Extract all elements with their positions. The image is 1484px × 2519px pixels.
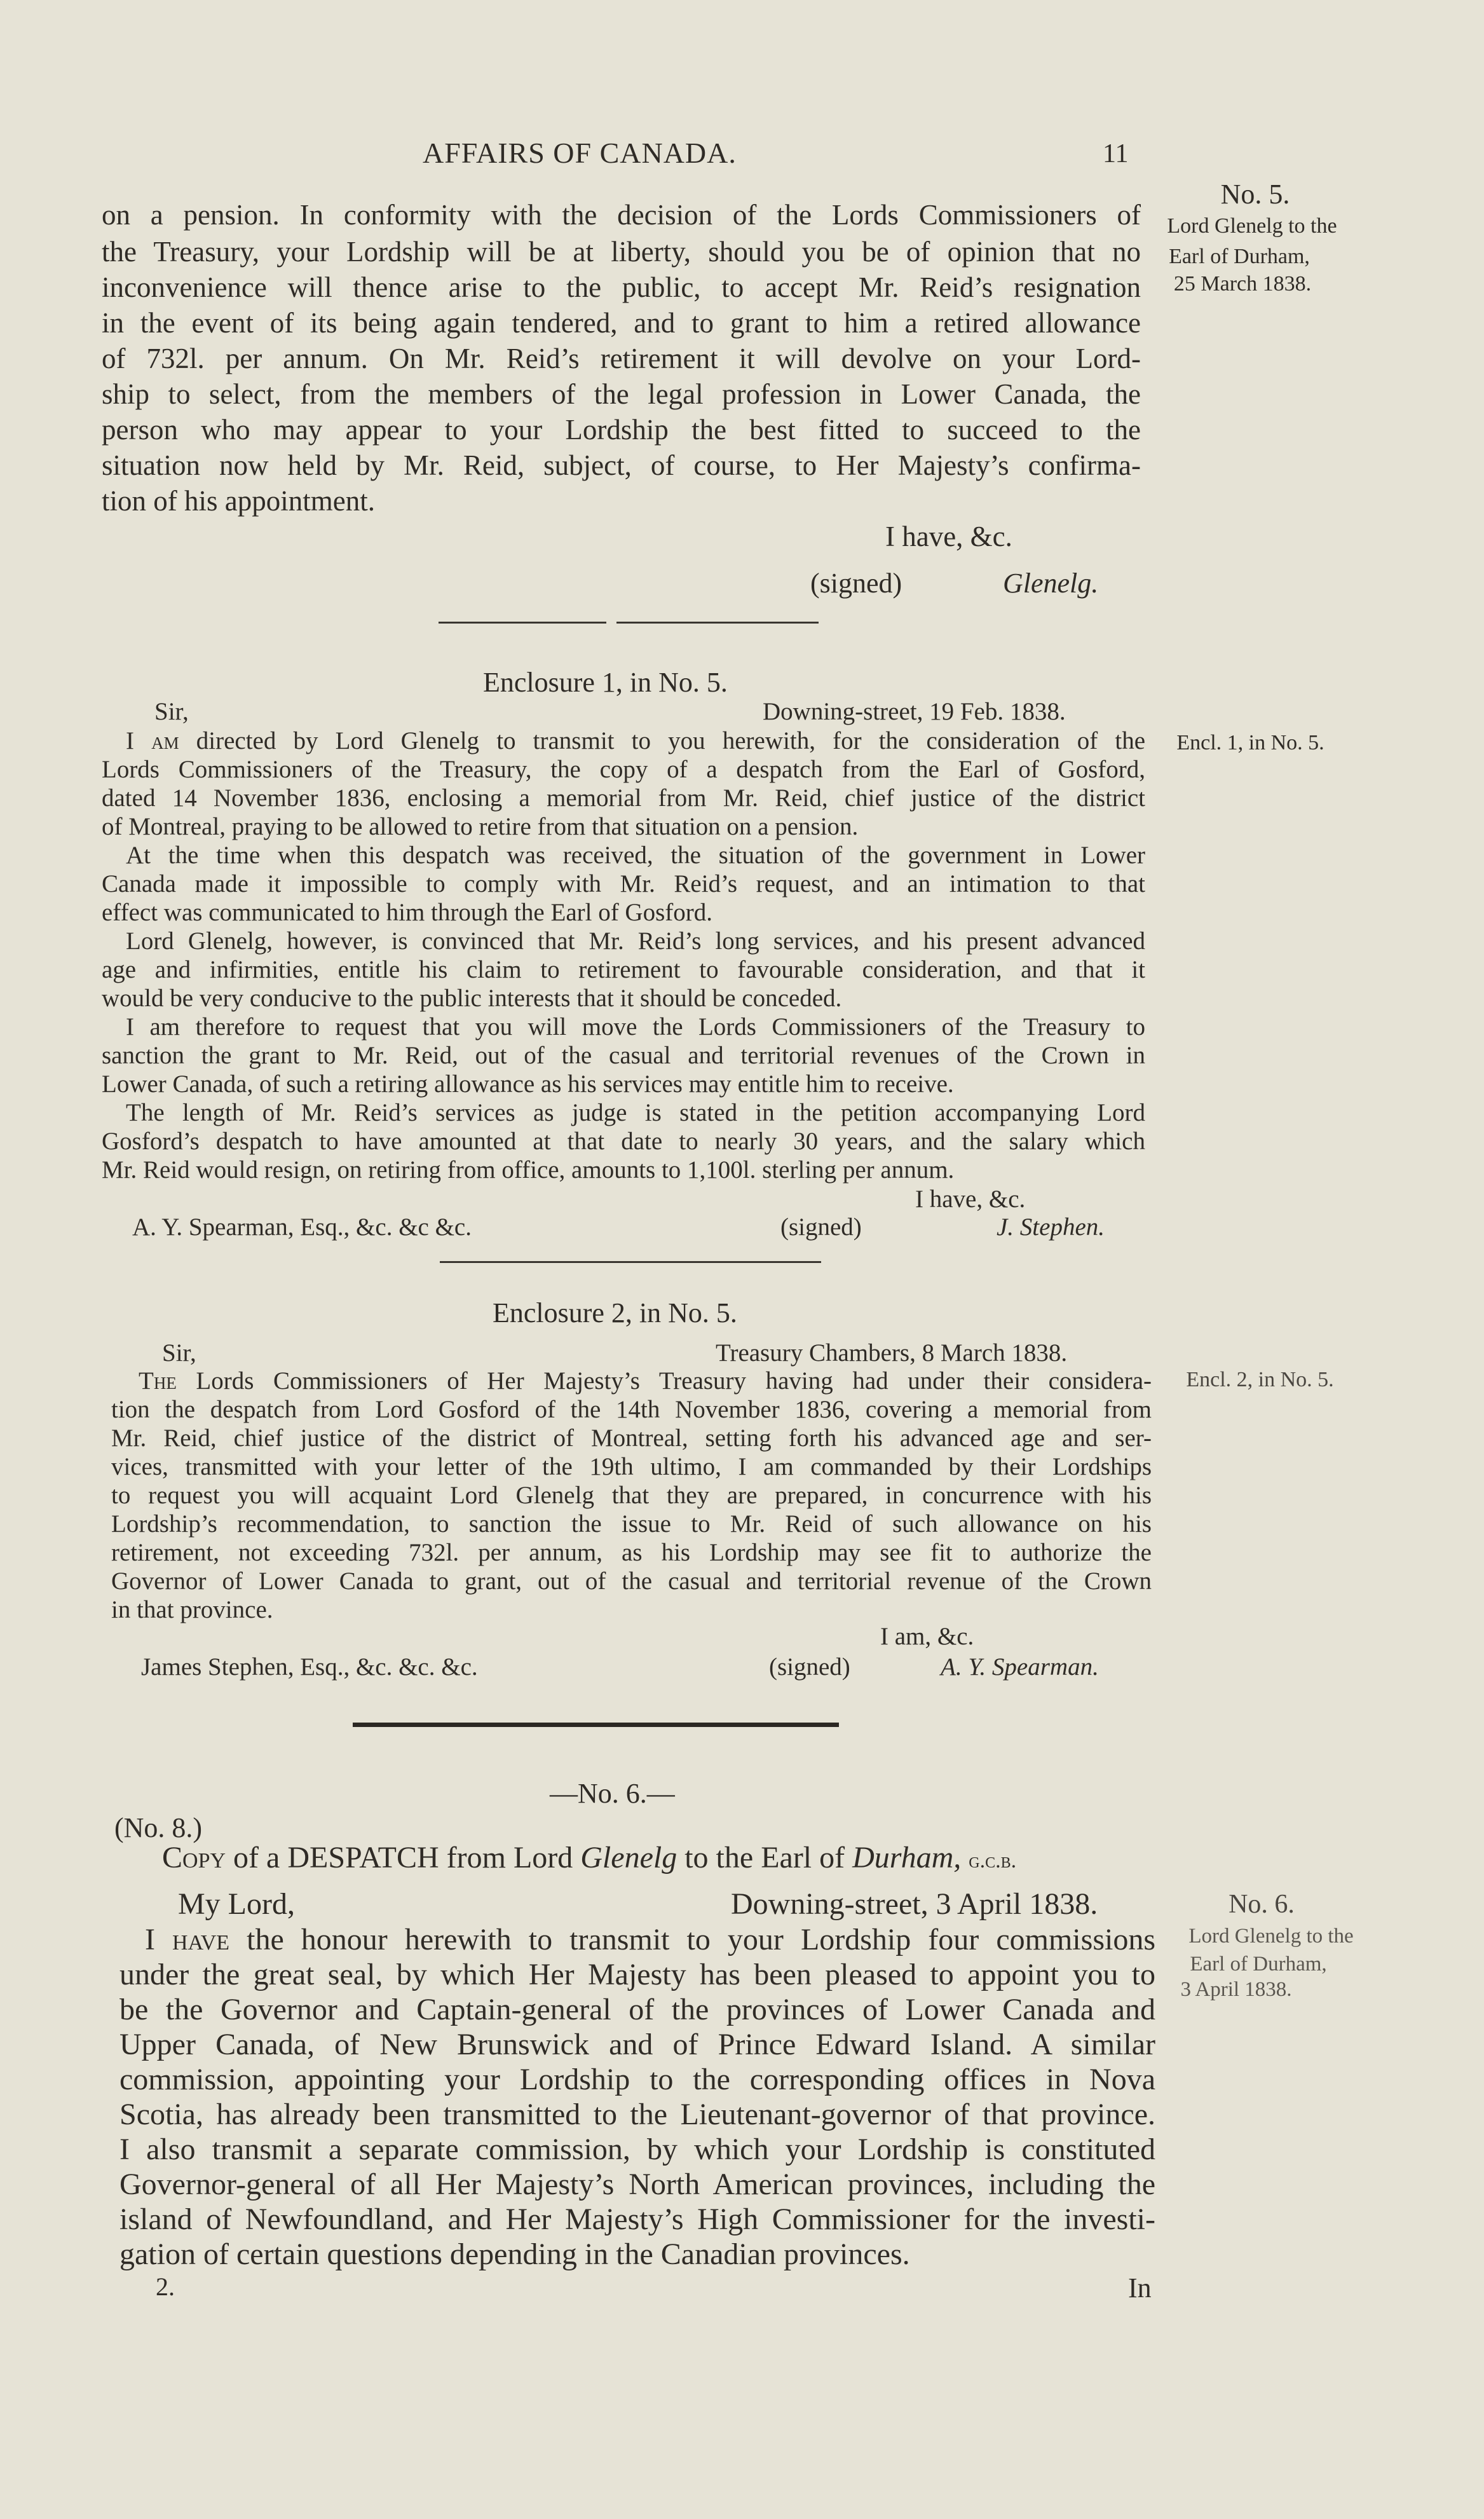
drop-word: I am	[126, 727, 179, 754]
margin-note-line: Lord Glenelg to the	[1188, 1925, 1354, 1948]
text-line: to request you will acquaint Lord Glenelg that they are prepared, in concurrence with his	[111, 1482, 1152, 1509]
text-line: person who may appear to your Lordship the best fitted to succeed to the	[102, 414, 1141, 446]
margin-note-number: No. 6.	[1229, 1890, 1295, 1919]
closing: I am, &c.	[880, 1623, 974, 1650]
text-line: Gosford’s despatch to have amounted at that date to nearly 30 years, and the salary which	[102, 1128, 1145, 1155]
first-line-text: the honour herewith to transmit to your Lordship four commissions	[247, 1923, 1156, 1956]
salutation: Sir,	[162, 1339, 196, 1367]
text-line: Lords Commissioners of the Treasury, the copy of a despatch from the Earl of Gosford,	[102, 756, 1145, 783]
text-line: in that province.	[111, 1596, 273, 1623]
text-line: tion of his appointment.	[102, 485, 375, 517]
text-line: Scotia, has already been transmitted to the Lieutenant-governor of that province.	[119, 2098, 1155, 2131]
section-divider	[439, 622, 606, 624]
text-line: of 732l. per annum. On Mr. Reid’s retirement it will devolve on your Lord-	[102, 343, 1141, 374]
running-title: AFFAIRS OF CANADA.	[423, 137, 737, 169]
text-line: ship to select, from the members of the legal profession in Lower Canada, the	[102, 378, 1141, 410]
title-text: to the Earl of	[684, 1841, 845, 1874]
text-line: retirement, not exceeding 732l. per annum, as his Lordship may see fit to authorize the	[111, 1539, 1152, 1566]
despatch-heading: —No. 6.—	[550, 1778, 675, 1809]
first-line-text: directed by Lord Glenelg to transmit to you herewith, for the consideration of the	[196, 727, 1145, 754]
title-copy: Copy	[162, 1841, 226, 1874]
margin-note-number: No. 5.	[1220, 179, 1290, 210]
text-line: I am therefore to request that you will move the Lords Commissioners of the Treasury to	[126, 1013, 1145, 1041]
closing: I have, &c.	[885, 521, 1012, 552]
text-line: sanction the grant to Mr. Reid, out of the casual and territorial revenues of the Crown in	[102, 1042, 1145, 1069]
margin-note-line: Lord Glenelg to the	[1167, 214, 1337, 238]
section-divider-heavy	[353, 1723, 839, 1727]
text-line: Lower Canada, of such a retiring allowance as his services may entitle him to receive.	[102, 1070, 954, 1098]
text-line: tion the despatch from Lord Gosford of the 14th November 1836, covering a memorial from	[111, 1396, 1152, 1423]
text-line: Mr. Reid, chief justice of the district of Montreal, setting forth his advanced age and ser-	[111, 1424, 1152, 1452]
signed-label: (signed)	[810, 568, 902, 599]
text-line: be the Governor and Captain-general of the provinces of Lower Canada and	[119, 1993, 1155, 2026]
text-line	[126, 727, 1145, 755]
text-line: the Treasury, your Lordship will be at liberty, should you be of opinion that no	[102, 236, 1141, 268]
closing: I have, &c.	[915, 1185, 1026, 1213]
signature-mark: 2.	[156, 2272, 175, 2301]
text-line: Lordship’s recommendation, to sanction the issue to Mr. Reid of such allowance on his	[111, 1510, 1152, 1538]
text-line: commission, appointing your Lordship to the corresponding offices in Nova	[119, 2063, 1155, 2096]
text-line: vices, transmitted with your letter of the 19th ultimo, I am commanded by their Lordships	[111, 1453, 1152, 1480]
text-line: Upper Canada, of New Brunswick and of Prince Edward Island. A similar	[119, 2028, 1155, 2061]
title-name: Durham,	[852, 1841, 962, 1874]
text-line: At the time when this despatch was received, the situation of the government in Lower	[126, 842, 1145, 869]
page-number: 11	[1103, 139, 1129, 168]
salutation: Sir,	[154, 698, 189, 725]
text-line: Lord Glenelg, however, is convinced that Mr. Reid’s long services, and his present advanced	[126, 927, 1145, 955]
drop-word: The	[139, 1367, 177, 1395]
title-text: of a DESPATCH from Lord	[233, 1841, 573, 1874]
margin-note-encl2: Encl. 2, in No. 5.	[1186, 1368, 1334, 1391]
text-line: in the event of its being again tendered, and to grant to him a retired allowance	[102, 307, 1141, 339]
addressee: A. Y. Spearman, Esq., &c. &c &c.	[132, 1213, 472, 1241]
place-date: Downing-street, 19 Feb. 1838.	[763, 698, 1066, 725]
text-line: of Montreal, praying to be allowed to retire from that situation on a pension.	[102, 813, 859, 840]
text-line: inconvenience will thence arise to the public, to accept Mr. Reid’s resignation	[102, 271, 1141, 303]
section-divider	[616, 622, 819, 624]
text-line	[139, 1367, 1152, 1395]
margin-note-line: Earl of Durham,	[1190, 1953, 1327, 1976]
signature: A. Y. Spearman.	[941, 1653, 1099, 1681]
text-line: Canada made it impossible to comply with Mr. Reid’s request, and an intimation to that	[102, 870, 1145, 898]
despatch-reference: (No. 8.)	[114, 1812, 203, 1843]
text-line	[145, 1922, 1155, 1957]
addressee: James Stephen, Esq., &c. &c. &c.	[141, 1653, 478, 1681]
place-date: Treasury Chambers, 8 March 1838.	[716, 1339, 1068, 1367]
text-line: Governor-general of all Her Majesty’s North American provinces, including the	[119, 2167, 1155, 2201]
text-line: under the great seal, by which Her Majesty has been pleased to appoint you to	[119, 1958, 1155, 1991]
margin-note-line: 25 March 1838.	[1173, 272, 1312, 296]
despatch-title	[162, 1840, 1016, 1875]
text-line: age and infirmities, entitle his claim to retirement to favourable consideration, and that it	[102, 956, 1145, 983]
signature: J. Stephen.	[997, 1213, 1105, 1241]
enclosure-title: Enclosure 2, in No. 5.	[493, 1297, 737, 1328]
text-line: would be very conducive to the public interests that it should be conceded.	[102, 985, 842, 1012]
text-line: I also transmit a separate commission, by which your Lordship is constituted	[119, 2133, 1155, 2166]
margin-note-line: Earl of Durham,	[1169, 245, 1310, 268]
section-divider	[440, 1261, 821, 1263]
catchword: In	[1128, 2272, 1152, 2304]
text-line: situation now held by Mr. Reid, subject, of course, to Her Majesty’s confirma-	[102, 449, 1141, 481]
text-line: dated 14 November 1836, enclosing a memorial from Mr. Reid, chief justice of the district	[102, 784, 1145, 812]
text-line: effect was communicated to him through the Earl of Gosford.	[102, 899, 713, 926]
margin-note-encl1: Encl. 1, in No. 5.	[1176, 731, 1324, 754]
text-line: Mr. Reid would resign, on retiring from office, amounts to 1,100l. sterling per annum.	[102, 1156, 955, 1184]
text-line: Governor of Lower Canada to grant, out of the casual and territorial revenue of the Crown	[111, 1567, 1152, 1595]
salutation: My Lord,	[178, 1887, 295, 1921]
text-line: The length of Mr. Reid’s services as judge is stated in the petition accompanying Lord	[126, 1099, 1145, 1126]
place-date: Downing-street, 3 April 1838.	[731, 1887, 1098, 1921]
title-honour: g.c.b.	[969, 1849, 1017, 1873]
first-line-text: Lords Commissioners of Her Majesty’s Treasury having had under their considera-	[196, 1367, 1152, 1395]
signed-label: (signed)	[769, 1653, 850, 1681]
text-line: on a pension. In conformity with the decision of the Lords Commissioners of	[102, 199, 1141, 231]
enclosure-title: Enclosure 1, in No. 5.	[483, 667, 728, 698]
signed-label: (signed)	[780, 1213, 862, 1241]
margin-note-line: 3 April 1838.	[1180, 1978, 1292, 2001]
title-name: Glenelg	[580, 1841, 677, 1874]
text-line: island of Newfoundland, and Her Majesty’s High Commissioner for the investi-	[119, 2202, 1155, 2236]
drop-word: I have	[145, 1923, 230, 1956]
text-line: gation of certain questions depending in the Canadian provinces.	[119, 2237, 910, 2271]
signature: Glenelg.	[1003, 568, 1099, 599]
